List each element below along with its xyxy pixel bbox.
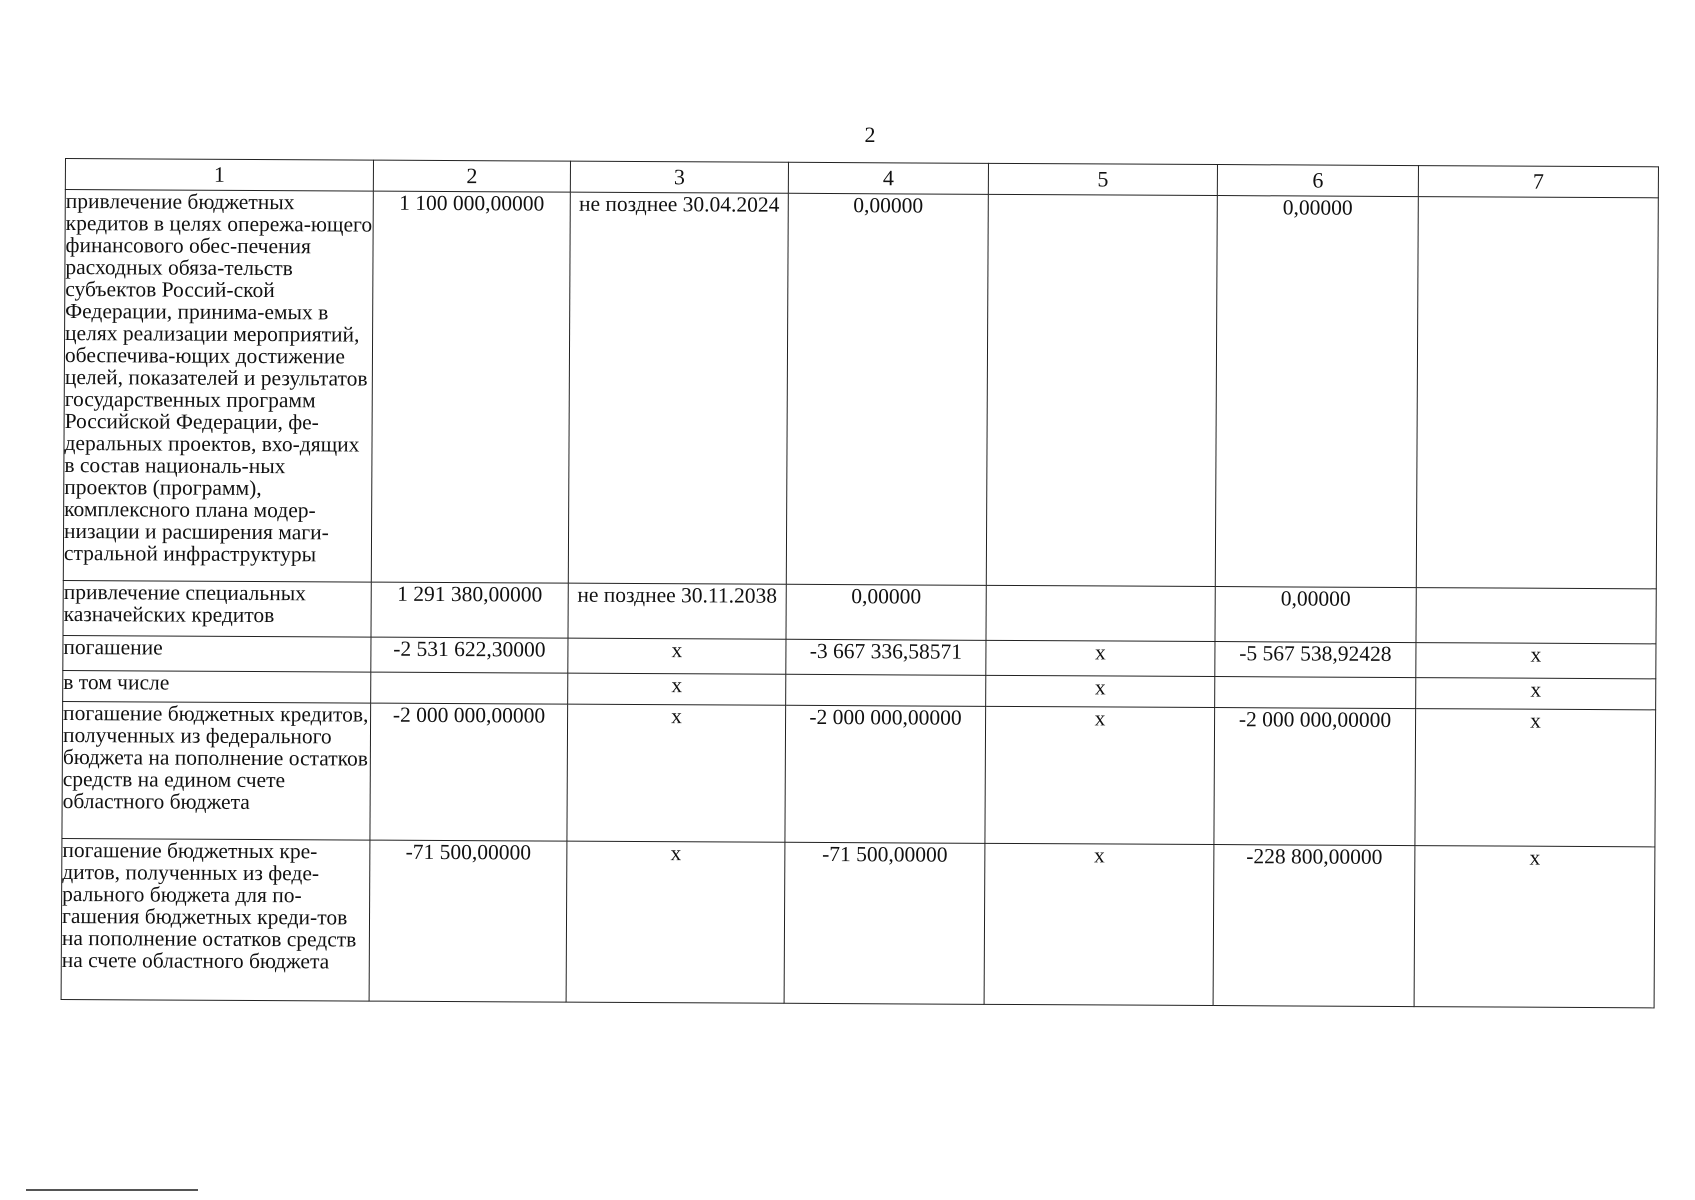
- cell-col6: [1215, 677, 1416, 709]
- page-number: 2: [864, 122, 876, 147]
- column-header-3: 3: [570, 161, 788, 193]
- cell-col5: x: [986, 675, 1215, 707]
- row-name: погашение бюджетных кре-дитов, полученных из феде-рального бюджета для по-гашения бюджетных креди-тов на пополнение остатков средств на счете областного бюджета: [61, 838, 370, 1001]
- row-name: в том числе: [63, 670, 371, 703]
- cell-col2: -2 531 622,30000: [371, 637, 568, 673]
- cell-col5: x: [985, 706, 1215, 844]
- cell-col5: [986, 585, 1215, 641]
- cell-col2: -2 000 000,00000: [370, 703, 568, 841]
- column-header-6: 6: [1217, 165, 1418, 197]
- cell-col4: 0,00000: [786, 584, 986, 640]
- cell-col6: -2 000 000,00000: [1214, 708, 1416, 846]
- cell-col6: 0,00000: [1215, 196, 1418, 588]
- cell-col5: x: [984, 843, 1214, 1005]
- cell-col4: -71 500,00000: [784, 842, 985, 1004]
- cell-col7: [1416, 588, 1656, 644]
- cell-col5: x: [986, 640, 1215, 676]
- budget-table: [61, 158, 1659, 1008]
- cell-col3: не позднее 30.04.2024: [568, 192, 788, 584]
- table-row: [61, 838, 1655, 1007]
- row-name: погашение бюджетных кредитов, полученных из федерального бюджета на пополнение остатков средств на едином счете областного бюджета: [62, 701, 371, 840]
- table-row: [63, 580, 1656, 643]
- cell-col7: [1416, 197, 1658, 589]
- cell-col4: 0,00000: [786, 193, 988, 585]
- cell-col2: 1 100 000,00000: [371, 191, 570, 583]
- cell-col6: -228 800,00000: [1213, 845, 1415, 1007]
- row-name: привлечение специальных казначейских кредитов: [63, 580, 371, 637]
- cell-col2: [371, 672, 568, 704]
- column-header-1: 1: [65, 159, 373, 192]
- cell-col7: x: [1416, 643, 1656, 679]
- cell-col4: -2 000 000,00000: [785, 705, 986, 843]
- cell-col3: x: [568, 673, 786, 705]
- column-header-4: 4: [788, 162, 988, 194]
- column-header-5: 5: [988, 163, 1217, 195]
- cell-col5: [986, 194, 1217, 586]
- cell-col6: -5 567 538,92428: [1215, 642, 1416, 678]
- table-row: [62, 701, 1656, 846]
- cell-col3: x: [566, 841, 785, 1003]
- footer-rule: [26, 1189, 198, 1191]
- column-header-7: 7: [1418, 166, 1658, 198]
- cell-col4: -3 667 336,58571: [786, 639, 986, 675]
- column-header-2: 2: [373, 160, 570, 192]
- table-row: [63, 190, 1658, 589]
- cell-col3: не позднее 30.11.2038: [568, 583, 786, 639]
- cell-col6: 0,00000: [1215, 587, 1416, 643]
- cell-col7: x: [1414, 846, 1655, 1008]
- cell-col7: x: [1416, 678, 1656, 710]
- cell-col7: x: [1415, 709, 1656, 847]
- cell-col4: [786, 674, 986, 706]
- row-name: привлечение бюджетных кредитов в целях опережа-ющего финансового обес-печения расходных обяза-тельств субъектов Россий-ской Федерации, принима-емых в целях реализации мероприятий, обеспечива-ющих достижение целей, показателей и результатов государственных программ Российской Федерации, фе-деральных проектов, вхо-дящих в состав националь-ных проектов (программ), комплексного плана модер-низации и расширения маги-стральной инфраструктуры: [63, 190, 373, 583]
- row-name: погашение: [63, 635, 371, 672]
- cell-col2: 1 291 380,00000: [371, 582, 568, 638]
- cell-col3: x: [567, 704, 786, 842]
- cell-col2: -71 500,00000: [369, 840, 567, 1002]
- cell-col3: x: [568, 638, 786, 674]
